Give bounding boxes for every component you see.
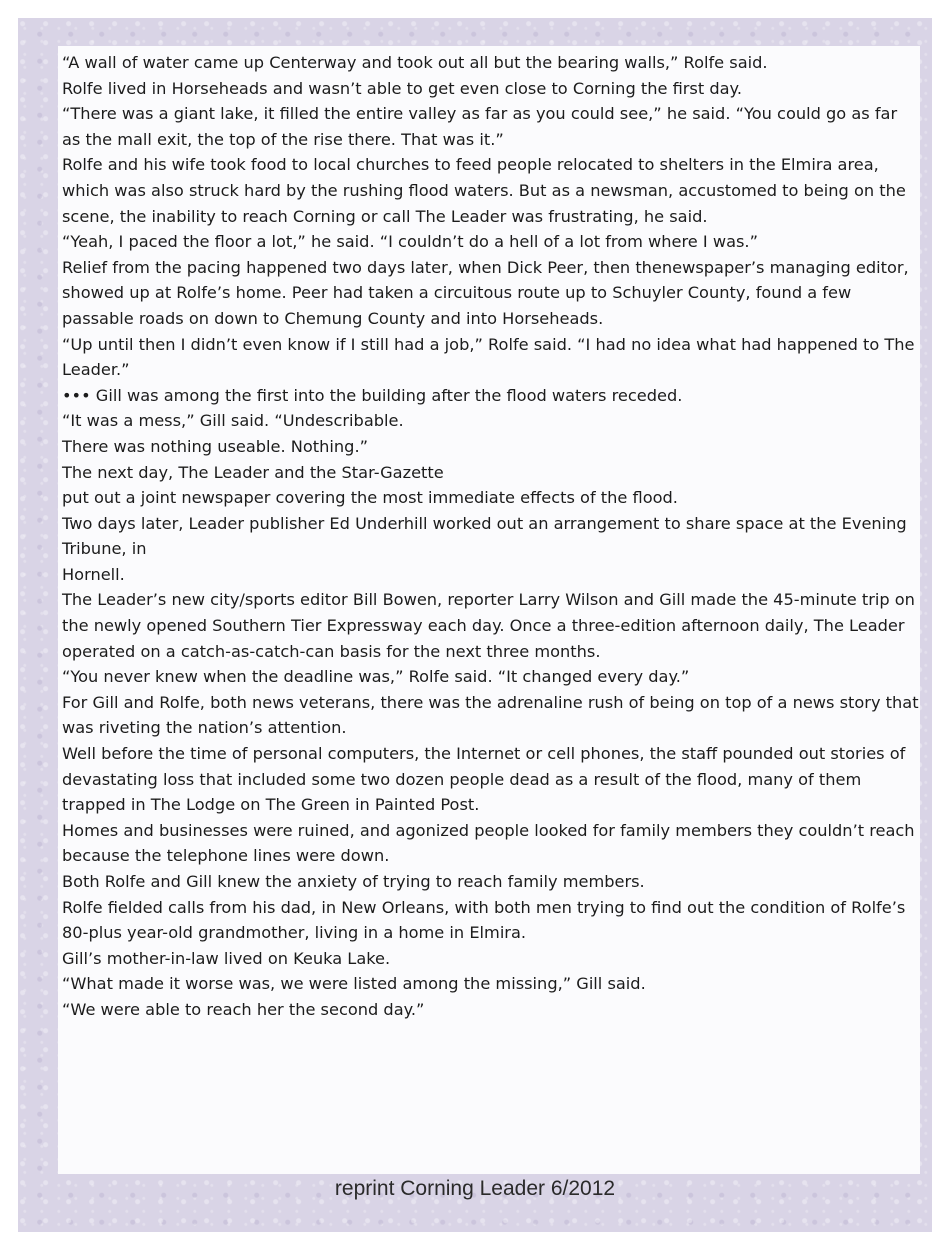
article-paragraph: The Leader’s new city/sports editor Bill Bowen, reporter Larry Wilson and Gill made the 45-minute trip on the newly opened Southern Tier Expressway each day. Once a three-edition afternoon daily, The Leader operated on a catch-as-catch-can basis for the next three months. <box>62 590 915 661</box>
page-frame <box>18 18 932 1232</box>
article-paragraph: Rolfe lived in Horseheads and wasn’t able to get even close to Corning the first day. <box>62 78 742 98</box>
article-paragraph: Gill’s mother-in-law lived on Keuka Lake. <box>62 948 391 968</box>
article-paragraph: “Yeah, I paced the floor a lot,” he said. “I couldn’t do a hell of a lot from where I was.” <box>62 232 758 252</box>
article-paragraph: “There was a giant lake, it filled the entire valley as far as you could see,” he said. “You could go as far as the mall exit, the top of the rise there. That was it.” <box>62 104 898 149</box>
article-paragraph: “What made it worse was, we were listed among the missing,” Gill said. <box>62 974 646 994</box>
article-paragraph: Well before the time of personal computers, the Internet or cell phones, the staff pounded out stories of devastating loss that included some two dozen people dead as a result of the flood, many of them trapped in The Lodge on The Green in Painted Post. <box>62 744 906 815</box>
article-paragraph: “We were able to reach her the second day.” <box>62 999 425 1019</box>
article-paragraph: For Gill and Rolfe, both news veterans, there was the adrenaline rush of being on top of a news story that was riveting the nation’s attention. <box>62 692 919 738</box>
article-paragraph: Two days later, Leader publisher Ed Underhill worked out an arrangement to share space at the Evening Tribune, in <box>62 513 907 559</box>
article-paragraph: Homes and businesses were ruined, and agonized people looked for family members they couldn’t reach because the telephone lines were down. <box>62 820 915 866</box>
article-paragraph: ••• Gill was among the first into the building after the flood waters receded. <box>62 385 683 405</box>
article-paragraph: put out a joint newspaper covering the most immediate effects of the flood. <box>62 488 678 508</box>
reprint-caption: reprint Corning Leader 6/2012 <box>334 1177 616 1200</box>
article-paragraph: “Up until then I didn’t even know if I still had a job,” Rolfe said. “I had no idea what had happened to The Leader.” <box>62 334 915 380</box>
article-body <box>58 46 920 1174</box>
article-paragraph: There was nothing useable. Nothing.” <box>62 436 368 456</box>
article-paragraph: “It was a mess,” Gill said. “Undescribable. <box>62 411 404 431</box>
article-paragraph: Both Rolfe and Gill knew the anxiety of trying to reach family members. <box>62 872 645 891</box>
article-paragraph: “You never knew when the deadline was,” Rolfe said. “It changed every day.” <box>62 667 690 687</box>
article-paragraph: Rolfe and his wife took food to local churches to feed people relocated to shelters in the Elmira area, which was also struck hard by the rushing flood waters. But as a newsman, accustomed to being on the scene, the inability to reach Corning or call The Leader was frustrating, he said. <box>62 155 906 226</box>
article-paragraph: Hornell. <box>62 564 125 584</box>
article-paragraph: The next day, The Leader and the Star-Gazette <box>62 462 444 482</box>
article-paragraph: Rolfe fielded calls from his dad, in New Orleans, with both men trying to find out the condition of Rolfe’s 80-plus year-old grandmother, living in a home in Elmira. <box>62 897 906 943</box>
article-paragraph: “A wall of water came up Centerway and took out all but the bearing walls,” Rolfe said. <box>62 53 768 72</box>
article-paragraph: Relief from the pacing happened two days later, when Dick Peer, then thenewspaper’s managing editor, showed up at Rolfe’s home. Peer had taken a circuitous route up to Schuyler County, found a few passable roads on down to Chemung County and into Horseheads. <box>62 257 909 328</box>
